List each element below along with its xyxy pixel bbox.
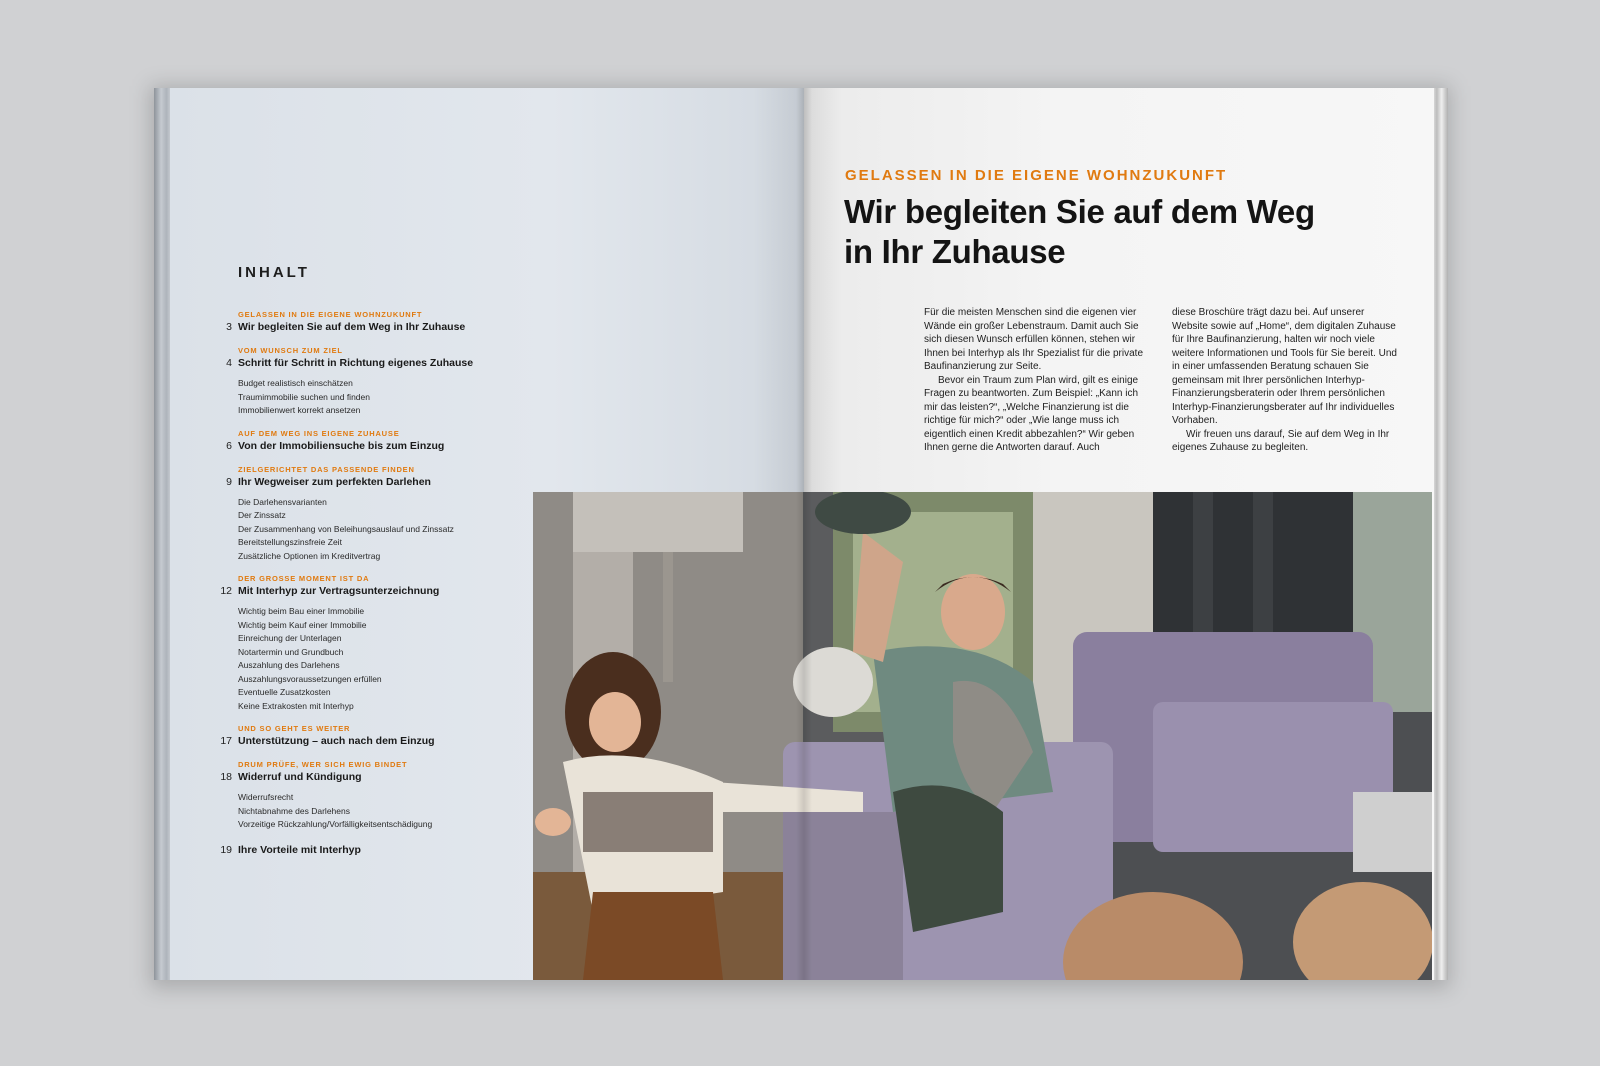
toc-subentry: Immobilienwert korrekt ansetzen [238,405,361,415]
headline-line-1: Wir begleiten Sie auf dem Weg [844,193,1315,230]
toc-subentries [238,605,518,713]
toc-page-number: 4 [226,357,232,369]
toc-section [208,310,518,335]
toc-section [208,760,518,832]
toc-entry-title: Schritt für Schritt in Richtung eigenes Zuhause [238,357,474,369]
toc-entry-title: Wir begleiten Sie auf dem Weg in Ihr Zuhause [238,321,466,333]
family-living-room-photo [533,492,1432,980]
toc-subentry: Widerrufsrecht [238,792,294,802]
body-text [924,306,1402,455]
toc-subentry: Vorzeitige Rückzahlung/Vorfälligkeitsentschädigung [238,819,433,829]
body-column-2 [1172,306,1402,455]
toc-subentry: Wichtig beim Bau einer Immobilie [238,606,365,616]
toc-entry [208,356,518,371]
toc-subentry: Traumimmobilie suchen und finden [238,391,370,402]
toc-entry [208,475,518,490]
toc-entry [208,734,518,749]
toc-entry-title: Ihre Vorteile mit Interhyp [238,843,361,856]
toc-entry-title: Mit Interhyp zur Vertragsunterzeichnung [238,585,440,597]
toc-section-kicker: UND SO GEHT ES WEITER [238,724,351,733]
toc-entry-title: Unterstützung – auch nach dem Einzug [238,735,435,747]
toc-page-number: 6 [226,439,232,452]
page-headline [844,192,1404,272]
paragraph: diese Broschüre trägt dazu bei. Auf unserer Website sowie auf „Home“, dem digitalen Zuhause für Ihre Baufinanzierung, halten wir noch viele weitere Informationen und Tools für Sie bereit. Und in einer umfassenden Beratung schauen Sie gemeinsam mit Ihrer persönlichen Interhyp-Finanzierungsberaterin oder Ihrem persönlichen Interhyp-Finanzierungsberater auf Ihr individuelles Vorhaben. [1172,307,1397,426]
toc-section-kicker: DER GROSSE MOMENT IST DA [238,574,370,583]
toc-title: INHALT [238,264,310,281]
toc-subentry: Keine Extrakosten mit Interhyp [238,700,354,711]
toc-section [208,843,518,858]
toc-subentry: Einreichung der Unterlagen [238,633,342,643]
toc-page-number: 18 [220,771,232,783]
toc-page-number: 19 [220,843,232,856]
toc-section [208,346,518,418]
toc-subentry: Bereitstellungszinsfreie Zeit [238,537,342,547]
toc-section [208,429,518,454]
toc-section [208,724,518,749]
toc-page-number: 3 [226,321,232,333]
toc-subentries [238,496,518,564]
toc-section [208,465,518,564]
paragraph: Bevor ein Traum zum Plan wird, gilt es einige Fragen zu beantworten. Zum Beispiel: „Kann ich mir das leisten?“, „Welche Finanzierung ist die richtige für mich?“ oder „Wie lange muss ich eigentlich einen Kredit abbezahlen?“ Wir geben Ihnen gerne die Antworten darauf. Auch [924,374,1139,453]
toc-entry [208,770,518,785]
toc-section-kicker: GELASSEN IN DIE EIGENE WOHNZUKUNFT [238,310,423,319]
toc-section-kicker: DRUM PRÜFE, WER SICH EWIG BINDET [238,760,408,769]
toc-subentries [238,377,518,418]
toc-entry [208,584,518,599]
toc-entry [208,843,518,858]
toc-page-number: 12 [220,585,232,597]
toc-page-number: 9 [226,475,232,488]
toc-subentry: Nichtabnahme des Darlehens [238,805,350,816]
toc-section [208,574,518,713]
toc-section-kicker: VOM WUNSCH ZUM ZIEL [238,346,343,355]
toc-subentry: Eventuelle Zusatzkosten [238,687,331,697]
body-column-1 [924,306,1154,455]
toc-subentry: Zusätzliche Optionen im Kreditvertrag [238,550,381,561]
toc-entry-title: Von der Immobiliensuche bis zum Einzug [238,439,445,452]
toc-subentry: Budget realistisch einschätzen [238,378,353,388]
section-kicker: GELASSEN IN DIE EIGENE WOHNZUKUNFT [845,167,1228,184]
toc-entry [208,320,518,335]
toc-entry-title: Widerruf und Kündigung [238,771,362,783]
paragraph: Für die meisten Menschen sind die eigenen vier Wände ein großer Lebenstraum. Damit auch Sie sich diesen Wunsch erfüllen können, stehen wir Ihnen bei Interhyp als Ihr Spezialist für die private Baufinanzierung zur Seite. [924,307,1144,372]
toc-subentry: Der Zusammenhang von Beleihungsauslauf und Zinssatz [238,523,454,534]
paragraph: Wir freuen uns darauf, Sie auf dem Weg in Ihr eigenes Zuhause zu begleiten. [1172,428,1390,453]
toc-entry-title: Ihr Wegweiser zum perfekten Darlehen [238,475,431,488]
toc-subentry: Auszahlung des Darlehens [238,660,340,670]
toc-subentry: Notartermin und Grundbuch [238,646,344,657]
toc-entry [208,439,518,454]
toc-subentry: Der Zinssatz [238,510,286,520]
toc-subentry: Wichtig beim Kauf einer Immobilie [238,619,367,630]
headline-line-2: in Ihr Zuhause [844,233,1066,270]
toc-page-number: 17 [220,735,232,747]
toc-section-kicker: AUF DEM WEG INS EIGENE ZUHAUSE [238,428,400,438]
toc-subentry: Die Darlehensvarianten [238,496,327,507]
toc-subentry: Auszahlungsvoraussetzungen erfüllen [238,673,382,684]
table-of-contents [208,310,518,869]
brochure-right-edge [1432,88,1448,980]
toc-section-kicker: ZIELGERICHTET DAS PASSENDE FINDEN [238,464,415,474]
toc-subentries [238,791,518,832]
